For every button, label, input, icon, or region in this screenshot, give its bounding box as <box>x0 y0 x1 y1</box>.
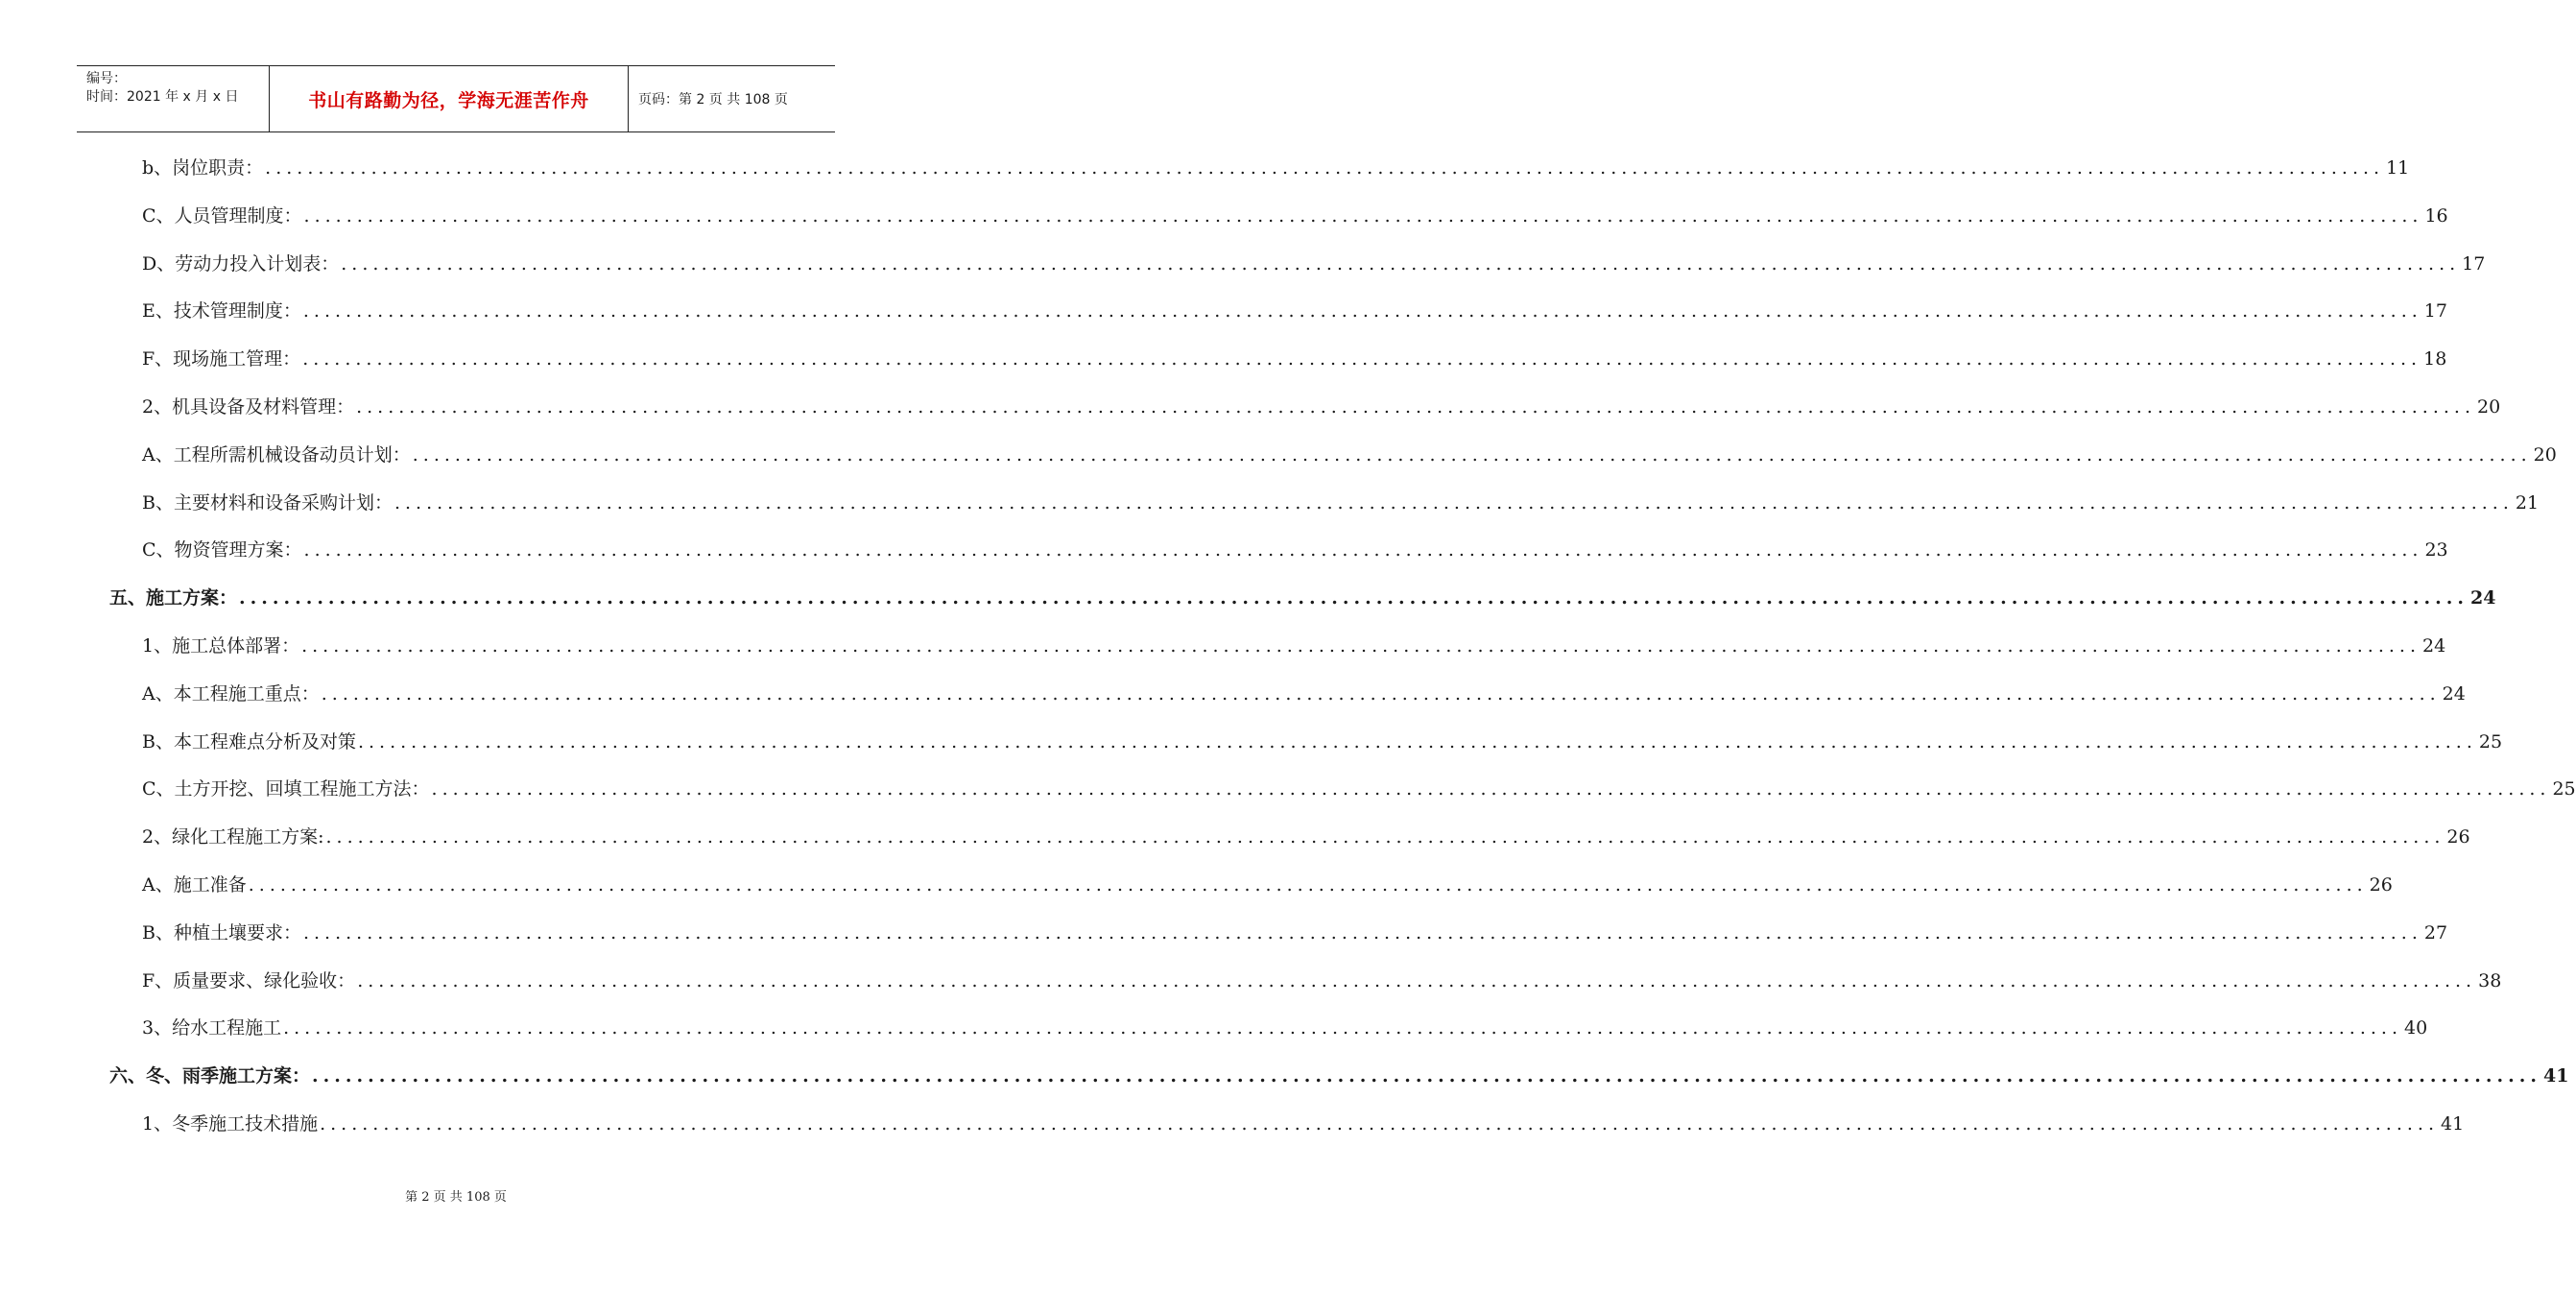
header-page-info: 页码：第 2 页 共 108 页 <box>638 92 788 108</box>
toc-entry-page-number: 20 <box>2533 443 2557 466</box>
toc-entry-page-number: 41 <box>2441 1113 2465 1135</box>
toc-entry-page-number: 27 <box>2423 921 2448 944</box>
toc-entry-label: F、现场施工管理： <box>142 348 301 370</box>
toc-entry-label: F、质量要求、绿化验收： <box>142 969 356 991</box>
toc-entry-label: C、土方开挖、回填工程施工方法： <box>142 778 430 800</box>
toc-entry-label: B、主要材料和设备采购计划： <box>142 491 393 514</box>
toc-entry-page-number: 17 <box>2423 300 2447 322</box>
toc-entry-label: C、物资管理方案： <box>142 539 302 561</box>
toc-entry-label: 2、绿化工程施工方案: <box>142 826 324 848</box>
toc-entry-label: b、岗位职责： <box>142 157 264 179</box>
toc-dot-leader: ........................................................................................................................................................................................................ <box>302 348 2422 370</box>
toc-entry-page-number: 26 <box>2369 874 2393 896</box>
toc-entry[interactable] <box>142 536 2448 564</box>
document-date: 时间：2021 年 x 月 x 日 <box>86 89 239 105</box>
toc-entry-page-number: 18 <box>2423 348 2447 370</box>
toc-entry-page-number: 11 <box>2386 157 2410 179</box>
page-footer: 第 2 页 共 108 页 <box>405 1190 507 1205</box>
toc-entry[interactable] <box>142 919 2448 947</box>
toc-dot-leader: ........................................................................................................................................................................................................ <box>283 1017 2403 1039</box>
toc-dot-leader: ........................................................................................................................................................................................................ <box>431 778 2551 800</box>
toc-dot-leader: ........................................................................................................................................................................................................ <box>412 443 2532 466</box>
toc-entry-page-number: 24 <box>2442 682 2466 705</box>
toc-dot-leader: ........................................................................................................................................................................................................ <box>356 396 2476 418</box>
toc-dot-leader: ........................................................................................................................................................................................................ <box>357 969 2477 991</box>
toc-dot-leader: ........................................................................................................................................................................................................ <box>357 730 2477 752</box>
toc-entry-page-number: 25 <box>2478 730 2503 752</box>
toc-entry-label: B、种植土壤要求： <box>142 921 301 944</box>
header-motto: 书山有路勤为径，学海无涯苦作舟 <box>270 66 629 131</box>
header-meta <box>77 66 270 131</box>
toc-entry-label: D、劳动力投入计划表： <box>142 252 340 275</box>
toc-entry-page-number: 41 <box>2542 1065 2569 1087</box>
toc-entry-page-number: 20 <box>2477 396 2501 418</box>
toc-entry-page-number: 38 <box>2478 969 2502 991</box>
toc-entry-label: 1、施工总体部署： <box>142 635 300 657</box>
toc-entry-page-number: 16 <box>2424 204 2448 227</box>
toc-dot-leader: ........................................................................................................................................................................................................ <box>321 682 2441 705</box>
toc-entry[interactable] <box>142 967 2502 995</box>
toc-entry[interactable] <box>142 728 2503 756</box>
toc-dot-leader: ........................................................................................................................................................................................................ <box>341 252 2461 275</box>
toc-entry-page-number: 17 <box>2462 252 2486 275</box>
toc-entry[interactable] <box>142 441 2557 469</box>
toc-entry-page-number: 21 <box>2515 491 2540 514</box>
toc-dot-leader: ........................................................................................................................................................................................................ <box>301 635 2421 657</box>
toc-entry[interactable] <box>142 154 2410 182</box>
toc-entry-label: A、本工程施工重点： <box>142 682 320 705</box>
toc-entry-label: A、施工准备 <box>142 874 247 896</box>
toc-entry[interactable] <box>142 775 2576 803</box>
toc-entry-label: 2、机具设备及材料管理： <box>142 396 355 418</box>
toc-dot-leader: ........................................................................................................................................................................................................ <box>265 157 2385 179</box>
toc-section-entry[interactable] <box>109 1062 2569 1090</box>
toc-dot-leader: ........................................................................................................................................................................................................ <box>303 539 2423 561</box>
toc-dot-leader: ........................................................................................................................................................................................................ <box>248 874 2368 896</box>
toc-entry-label: A、工程所需机械设备动员计划： <box>142 443 411 466</box>
toc-entry[interactable] <box>142 871 2393 899</box>
toc-entry-page-number: 23 <box>2424 539 2448 561</box>
toc-entry-label: C、人员管理制度： <box>142 204 302 227</box>
toc-entry[interactable] <box>142 250 2486 278</box>
toc-entry[interactable] <box>142 1110 2465 1138</box>
toc-dot-leader: ........................................................................................................................................................................................................ <box>302 921 2422 944</box>
toc-entry[interactable] <box>142 297 2447 325</box>
toc-dot-leader: ........................................................................................................................................................................................................ <box>394 491 2514 514</box>
toc-entry-page-number: 40 <box>2404 1017 2428 1039</box>
toc-entry-label: E、技术管理制度： <box>142 300 301 322</box>
toc-dot-leader: ........................................................................................................................................................................................................ <box>312 1065 2541 1087</box>
toc-entry-label: B、本工程难点分析及对策 <box>142 730 356 752</box>
toc-entry[interactable] <box>142 823 2470 851</box>
toc-entry-page-number: 26 <box>2446 826 2470 848</box>
toc-dot-leader: ........................................................................................................................................................................................................ <box>320 1113 2440 1135</box>
toc-dot-leader: ........................................................................................................................................................................................................ <box>239 587 2469 609</box>
toc-entry[interactable] <box>142 632 2446 660</box>
toc-entry[interactable] <box>142 202 2448 230</box>
toc-entry[interactable] <box>142 393 2501 421</box>
toc-entry-page-number: 25 <box>2552 778 2576 800</box>
toc-entry-label: 3、给水工程施工 <box>142 1017 282 1039</box>
toc-dot-leader: ........................................................................................................................................................................................................ <box>303 204 2423 227</box>
toc-entry-label: 1、冬季施工技术措施 <box>142 1113 319 1135</box>
toc-entry[interactable] <box>142 345 2447 373</box>
toc-entry-page-number: 24 <box>2469 587 2496 609</box>
toc-dot-leader: ........................................................................................................................................................................................................ <box>302 300 2422 322</box>
toc-entry[interactable] <box>142 1014 2428 1042</box>
toc-dot-leader: ........................................................................................................................................................................................................ <box>325 826 2445 848</box>
toc-entry[interactable] <box>142 680 2466 708</box>
page-header <box>77 65 835 132</box>
toc-entry-page-number: 24 <box>2422 635 2446 657</box>
toc-entry-label: 五、施工方案： <box>109 587 238 609</box>
toc-entry[interactable] <box>142 489 2540 517</box>
toc-entry-label: 六、冬、雨季施工方案： <box>109 1065 311 1087</box>
document-number-label: 编号： <box>86 71 127 86</box>
toc-section-entry[interactable] <box>109 584 2496 612</box>
